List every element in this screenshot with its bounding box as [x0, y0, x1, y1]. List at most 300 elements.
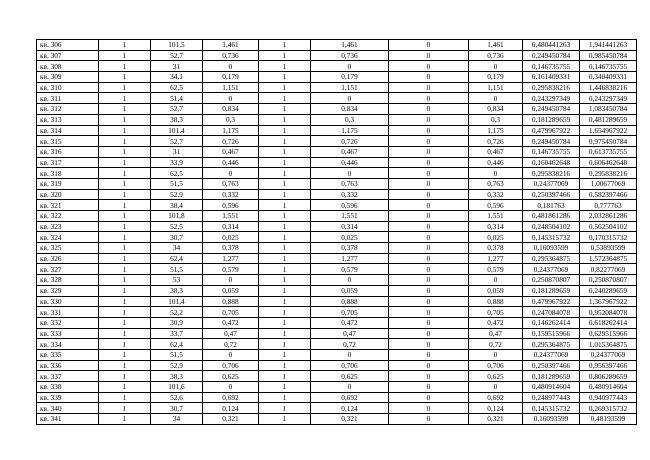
table-cell: 0,16093599	[523, 243, 580, 254]
table-cell: 0,24377069	[523, 264, 580, 275]
table-cell: 0,472	[311, 317, 389, 328]
table-cell: 0,579	[311, 264, 389, 275]
table-cell: 0,888	[469, 296, 523, 307]
table-cell: 1	[99, 339, 151, 350]
table-cell: 0	[389, 72, 469, 83]
table-cell: 0	[203, 93, 259, 104]
table-cell: 33,9	[151, 157, 203, 168]
table-cell: 0,736	[203, 50, 259, 61]
table-cell: 0	[389, 243, 469, 254]
table-cell: 1	[259, 189, 311, 200]
table-cell: 0	[389, 382, 469, 393]
table-cell: 0,975450784	[580, 136, 637, 147]
table-cell: 0,269315732	[580, 403, 637, 414]
apartment-cell: кв. 341	[37, 414, 99, 425]
table-cell: 0,480914604	[580, 382, 637, 393]
apartment-cell: кв. 319	[37, 178, 99, 189]
table-cell: 1,175	[469, 125, 523, 136]
table-cell: 0,596	[311, 200, 389, 211]
table-cell: 0	[389, 339, 469, 350]
apartment-cell: кв. 321	[37, 200, 99, 211]
table-row	[37, 40, 637, 51]
table-cell: 0	[389, 414, 469, 425]
table-cell: 1	[259, 296, 311, 307]
table-cell: 0,332	[203, 189, 259, 200]
table-cell: 0	[389, 296, 469, 307]
table-cell: 101,8	[151, 211, 203, 222]
table-cell: 1	[99, 114, 151, 125]
table-cell: 0	[389, 317, 469, 328]
apartment-cell: кв. 337	[37, 371, 99, 382]
table-cell: 0,24377069	[523, 178, 580, 189]
table-cell: 0,179	[469, 72, 523, 83]
apartment-cell: кв. 323	[37, 221, 99, 232]
table-cell: 1	[259, 50, 311, 61]
apartment-cell: кв. 315	[37, 136, 99, 147]
table-cell: 0	[389, 328, 469, 339]
table-row	[37, 178, 637, 189]
table-cell: 34	[151, 243, 203, 254]
apartment-cell: кв. 312	[37, 104, 99, 115]
table-cell: 0,295838216	[523, 82, 580, 93]
table-cell: 1	[259, 371, 311, 382]
table-cell: 0	[389, 61, 469, 72]
table-cell: 1	[99, 125, 151, 136]
table-row	[37, 339, 637, 350]
table-cell: 0,705	[469, 307, 523, 318]
table-cell: 1,941441263	[580, 40, 637, 51]
table-cell: 30,7	[151, 232, 203, 243]
table-cell: 1	[259, 307, 311, 318]
table-cell: 1	[99, 146, 151, 157]
table-cell: 0,763	[311, 178, 389, 189]
apartment-cell: кв. 325	[37, 243, 99, 254]
apartment-cell: кв. 336	[37, 360, 99, 371]
table-cell: 0,481861286	[523, 211, 580, 222]
table-cell: 0,692	[469, 392, 523, 403]
table-cell: 0	[203, 275, 259, 286]
table-cell: 1	[259, 61, 311, 72]
table-cell: 0,146262414	[523, 317, 580, 328]
table-cell: 1	[99, 371, 151, 382]
table-cell: 1	[259, 392, 311, 403]
table-row	[37, 211, 637, 222]
table-row	[37, 392, 637, 403]
table-cell: 101,4	[151, 296, 203, 307]
table-cell: 1,446838216	[580, 82, 637, 93]
table-row	[37, 104, 637, 115]
table-cell: 0,582397466	[580, 189, 637, 200]
table-cell: 0,956397466	[580, 360, 637, 371]
table-cell: 0	[469, 168, 523, 179]
table-cell: 1,551	[311, 211, 389, 222]
table-cell: 1	[259, 339, 311, 350]
table-cell: 30,7	[151, 403, 203, 414]
table-cell: 0	[389, 157, 469, 168]
table-cell: 51,5	[151, 349, 203, 360]
table-cell: 0	[389, 200, 469, 211]
apartment-cell: кв. 309	[37, 72, 99, 83]
table-cell: 0,726	[311, 136, 389, 147]
table-row	[37, 285, 637, 296]
table-cell: 0,472	[203, 317, 259, 328]
table-cell: 0,124	[469, 403, 523, 414]
table-cell: 0,321	[203, 414, 259, 425]
table-cell: 0,181289659	[523, 371, 580, 382]
table-cell: 1	[259, 382, 311, 393]
table-cell: 1,083450784	[580, 104, 637, 115]
table-cell: 101,5	[151, 40, 203, 51]
table-cell: 0,3	[469, 114, 523, 125]
table-cell: 0	[389, 403, 469, 414]
table-cell: 1	[99, 189, 151, 200]
table-cell: 1,461	[203, 40, 259, 51]
table-cell: 1	[259, 93, 311, 104]
table-cell: 1,367967922	[580, 296, 637, 307]
table-cell: 0,763	[203, 178, 259, 189]
table-cell: 0,025	[469, 232, 523, 243]
table-cell: 0,332	[469, 189, 523, 200]
table-cell: 1	[259, 275, 311, 286]
table-row	[37, 382, 637, 393]
table-cell: 1	[99, 72, 151, 83]
apartment-cell: кв. 314	[37, 125, 99, 136]
apartment-cell: кв. 306	[37, 40, 99, 51]
table-cell: 1	[259, 211, 311, 222]
table-cell: 1	[259, 72, 311, 83]
table-row	[37, 168, 637, 179]
table-cell: 0,249450784	[523, 136, 580, 147]
table-cell: 0,295364875	[523, 339, 580, 350]
table-cell: 1	[259, 114, 311, 125]
table-row	[37, 72, 637, 83]
apartment-cell: кв. 327	[37, 264, 99, 275]
table-cell: 0	[203, 382, 259, 393]
table-cell: 1,151	[203, 82, 259, 93]
table-cell: 0,321	[469, 414, 523, 425]
apartment-cell: кв. 339	[37, 392, 99, 403]
table-cell: 0,596	[469, 200, 523, 211]
apartment-cell: кв. 308	[37, 61, 99, 72]
table-cell: 0,596	[203, 200, 259, 211]
table-cell: 1	[99, 50, 151, 61]
table-cell: 0,179	[311, 72, 389, 83]
table-cell: 1	[99, 307, 151, 318]
table-cell: 0,480441263	[523, 40, 580, 51]
table-cell: 0	[389, 371, 469, 382]
apartment-cell: кв. 324	[37, 232, 99, 243]
table-cell: 0,952084078	[580, 307, 637, 318]
table-cell: 1	[259, 40, 311, 51]
table-cell: 0,763	[469, 178, 523, 189]
table-cell: 0,249450784	[523, 104, 580, 115]
table-cell: 1	[259, 82, 311, 93]
apartment-table	[36, 39, 637, 425]
table-cell: 1	[259, 200, 311, 211]
table-cell: 0,321	[311, 414, 389, 425]
table-cell: 1	[99, 275, 151, 286]
table-cell: 1	[259, 414, 311, 425]
table-cell: 1	[99, 414, 151, 425]
table-cell: 0,726	[203, 136, 259, 147]
table-row	[37, 275, 637, 286]
apartment-cell: кв. 331	[37, 307, 99, 318]
table-cell: 0,625	[203, 371, 259, 382]
table-cell: 1	[259, 178, 311, 189]
table-cell: 1	[259, 157, 311, 168]
table-cell: 1	[99, 285, 151, 296]
table-cell: 0	[469, 349, 523, 360]
table-cell: 0	[389, 264, 469, 275]
table-cell: 1,175	[311, 125, 389, 136]
table-cell: 0,705	[311, 307, 389, 318]
table-cell: 0	[311, 61, 389, 72]
table-cell: 1	[99, 200, 151, 211]
table-cell: 0	[389, 114, 469, 125]
table-row	[37, 371, 637, 382]
table-cell: 0,47	[469, 328, 523, 339]
table-cell: 0	[311, 349, 389, 360]
table-cell: 1	[99, 349, 151, 360]
table-cell: 0	[389, 40, 469, 51]
table-cell: 38,3	[151, 371, 203, 382]
table-row	[37, 414, 637, 425]
table-cell: 0,161409331	[523, 72, 580, 83]
table-cell: 0,834	[311, 104, 389, 115]
document-page	[36, 39, 636, 425]
apartment-cell: кв. 317	[37, 157, 99, 168]
table-cell: 0,692	[311, 392, 389, 403]
table-cell: 0,467	[469, 146, 523, 157]
table-row	[37, 114, 637, 125]
table-cell: 0	[389, 253, 469, 264]
table-cell: 0	[203, 61, 259, 72]
table-cell: 0	[389, 360, 469, 371]
table-cell: 0,618262414	[580, 317, 637, 328]
table-cell: 1	[259, 243, 311, 254]
table-cell: 0,736	[311, 50, 389, 61]
table-cell: 62,5	[151, 168, 203, 179]
table-cell: 0	[311, 382, 389, 393]
table-cell: 1	[99, 403, 151, 414]
table-row	[37, 264, 637, 275]
table-cell: 0,170315732	[580, 232, 637, 243]
table-cell: 1,551	[469, 211, 523, 222]
table-row	[37, 221, 637, 232]
table-cell: 0	[389, 125, 469, 136]
table-cell: 1	[259, 328, 311, 339]
table-cell: 0,736	[469, 50, 523, 61]
table-row	[37, 146, 637, 157]
apartment-cell: кв. 329	[37, 285, 99, 296]
table-cell: 0,160462648	[523, 157, 580, 168]
table-cell: 0,146735755	[580, 61, 637, 72]
table-cell: 0,250397466	[523, 360, 580, 371]
table-cell: 52,7	[151, 104, 203, 115]
table-cell: 0	[389, 211, 469, 222]
table-cell: 1	[99, 317, 151, 328]
table-cell: 0,059	[469, 285, 523, 296]
table-cell: 0,314	[469, 221, 523, 232]
table-cell: 1	[99, 157, 151, 168]
table-cell: 0	[389, 275, 469, 286]
table-cell: 1	[99, 168, 151, 179]
table-cell: 1	[259, 221, 311, 232]
table-cell: 1	[99, 178, 151, 189]
table-cell: 0,145315732	[523, 232, 580, 243]
table-cell: 1	[259, 349, 311, 360]
apartment-cell: кв. 334	[37, 339, 99, 350]
table-cell: 0,314	[311, 221, 389, 232]
table-cell: 1	[99, 253, 151, 264]
table-cell: 0,146735755	[523, 146, 580, 157]
table-row	[37, 61, 637, 72]
table-cell: 0,467	[311, 146, 389, 157]
table-cell: 0,72	[203, 339, 259, 350]
table-row	[37, 125, 637, 136]
table-cell: 101,4	[151, 125, 203, 136]
table-cell: 1	[259, 253, 311, 264]
table-row	[37, 328, 637, 339]
table-cell: 0,248977443	[523, 392, 580, 403]
table-cell: 0,295838216	[523, 168, 580, 179]
table-cell: 52,9	[151, 360, 203, 371]
table-cell: 0	[469, 61, 523, 72]
table-cell: 0,378	[311, 243, 389, 254]
table-cell: 1	[99, 382, 151, 393]
table-cell: 0,706	[311, 360, 389, 371]
table-cell: 0,340409331	[580, 72, 637, 83]
table-cell: 0,726	[469, 136, 523, 147]
table-cell: 0	[389, 104, 469, 115]
table-cell: 0,250397466	[523, 189, 580, 200]
table-cell: 0,606462648	[580, 157, 637, 168]
table-cell: 0,472	[469, 317, 523, 328]
table-cell: 0,181289659	[523, 285, 580, 296]
table-cell: 0,985450784	[580, 50, 637, 61]
table-cell: 0,3	[311, 114, 389, 125]
table-cell: 1	[259, 136, 311, 147]
table-cell: 0,47	[311, 328, 389, 339]
table-row	[37, 93, 637, 104]
table-cell: 0	[389, 285, 469, 296]
table-cell: 0,24377069	[523, 349, 580, 360]
table-cell: 0,249450784	[523, 50, 580, 61]
table-row	[37, 50, 637, 61]
table-cell: 31	[151, 61, 203, 72]
table-cell: 1,00677069	[580, 178, 637, 189]
apartment-cell: кв. 316	[37, 146, 99, 157]
apartment-cell: кв. 328	[37, 275, 99, 286]
apartment-cell: кв. 332	[37, 317, 99, 328]
table-cell: 62,4	[151, 253, 203, 264]
table-cell: 0,72	[311, 339, 389, 350]
table-cell: 0,124	[203, 403, 259, 414]
table-cell: 0,181289659	[523, 114, 580, 125]
apartment-cell: кв. 335	[37, 349, 99, 360]
apartment-cell: кв. 322	[37, 211, 99, 222]
table-cell: 0	[311, 275, 389, 286]
table-cell: 0,940977443	[580, 392, 637, 403]
table-cell: 0	[389, 168, 469, 179]
table-cell: 52,7	[151, 136, 203, 147]
table-cell: 1,151	[311, 82, 389, 93]
table-row	[37, 296, 637, 307]
table-row	[37, 232, 637, 243]
apartment-cell: кв. 310	[37, 82, 99, 93]
table-cell: 0,025	[311, 232, 389, 243]
table-cell: 0	[469, 382, 523, 393]
table-cell: 1,151	[469, 82, 523, 93]
table-cell: 0,834	[203, 104, 259, 115]
table-cell: 1,175	[203, 125, 259, 136]
table-cell: 1,654967922	[580, 125, 637, 136]
table-cell: 0,48193599	[580, 414, 637, 425]
table-cell: 0,467	[203, 146, 259, 157]
table-cell: 0	[389, 178, 469, 189]
apartment-cell: кв. 311	[37, 93, 99, 104]
table-cell: 0	[389, 392, 469, 403]
table-cell: 0	[389, 189, 469, 200]
table-cell: 52,5	[151, 221, 203, 232]
table-cell: 0,481289659	[580, 114, 637, 125]
table-cell: 1,551	[203, 211, 259, 222]
table-cell: 0,629515966	[580, 328, 637, 339]
table-cell: 1	[99, 93, 151, 104]
table-cell: 0,479967922	[523, 125, 580, 136]
table-cell: 0	[203, 168, 259, 179]
table-cell: 1	[99, 61, 151, 72]
apartment-cell: кв. 333	[37, 328, 99, 339]
table-cell: 0,146735755	[523, 61, 580, 72]
table-cell: 38,3	[151, 285, 203, 296]
apartment-cell: кв. 326	[37, 253, 99, 264]
table-cell: 0	[389, 50, 469, 61]
table-row	[37, 349, 637, 360]
table-cell: 0,47	[203, 328, 259, 339]
table-cell: 0,888	[203, 296, 259, 307]
table-cell: 2,032861286	[580, 211, 637, 222]
table-cell: 0,72	[469, 339, 523, 350]
table-cell: 52,6	[151, 392, 203, 403]
table-cell: 0	[203, 349, 259, 360]
table-cell: 1	[99, 360, 151, 371]
table-cell: 0,248504102	[523, 221, 580, 232]
table-cell: 0,888	[311, 296, 389, 307]
table-row	[37, 307, 637, 318]
table-cell: 0,378	[469, 243, 523, 254]
table-cell: 30,9	[151, 317, 203, 328]
table-cell: 0	[389, 232, 469, 243]
table-cell: 0,332	[311, 189, 389, 200]
apartment-cell: кв. 313	[37, 114, 99, 125]
table-cell: 0,806289659	[580, 371, 637, 382]
table-cell: 0,705	[203, 307, 259, 318]
apartment-cell: кв. 340	[37, 403, 99, 414]
table-cell: 0	[311, 93, 389, 104]
table-cell: 0,706	[203, 360, 259, 371]
table-cell: 0,613735755	[580, 146, 637, 157]
table-cell: 0,250870807	[580, 275, 637, 286]
table-cell: 1,277	[203, 253, 259, 264]
table-cell: 0,579	[469, 264, 523, 275]
apartment-cell: кв. 338	[37, 382, 99, 393]
table-cell: 0,124	[311, 403, 389, 414]
table-cell: 0,446	[469, 157, 523, 168]
table-cell: 1	[99, 221, 151, 232]
table-cell: 1	[259, 317, 311, 328]
table-cell: 0,059	[311, 285, 389, 296]
